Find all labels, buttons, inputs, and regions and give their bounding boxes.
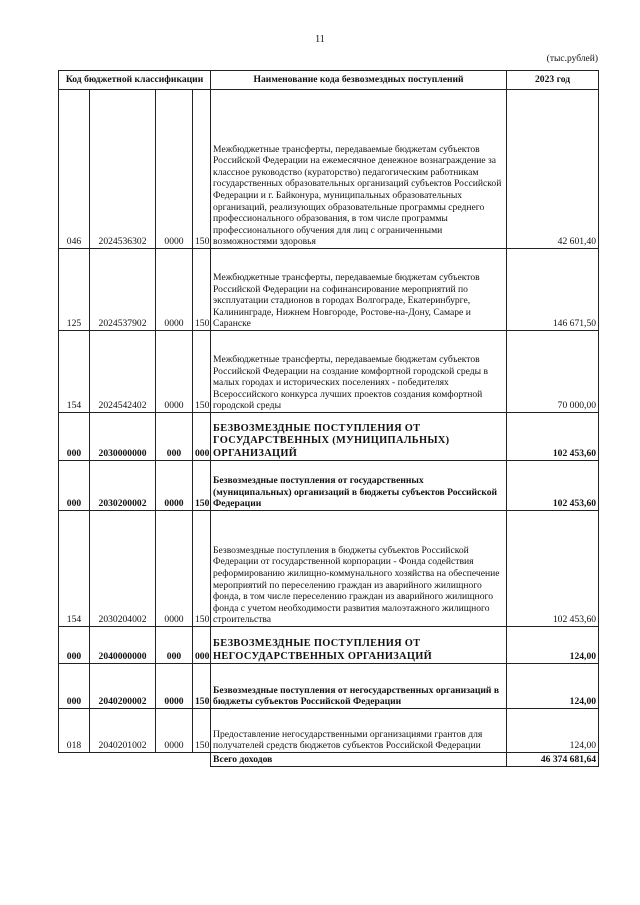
budget-code: 2030000000 [90,413,156,461]
row-name: БЕЗВОЗМЕЗДНЫЕ ПОСТУПЛЕНИЯ ОТ НЕГОСУДАРСТВЕННЫХ ОРГАНИЗАЦИЙ [211,627,507,664]
budget-code: 2024537902 [90,249,156,331]
header-code: Код бюджетной классификации [59,71,211,90]
table-row [59,249,599,331]
header-name: Наименование кода безвозмездных поступлений [211,71,507,90]
budget-code: 2040000000 [90,627,156,664]
units-label: (тыс.рублей) [546,54,598,64]
row-name: Безвозмездные поступления от негосударственных организаций в бюджеты субъектов Российской Федерации [211,664,507,709]
table-row [59,90,599,249]
row-name: Межбюджетные трансферты, передаваемые бюджетам субъектов Российской Федерации на софинансирование мероприятий по эксплуатации стадионов в городах Волгограде, Екатеринбурге, Калининграде, Нижнем Новгороде, Ростове-на-Дону, Самаре и Саранске [211,249,507,331]
page-number: 11 [315,34,325,45]
kind-code: 150 [193,664,211,709]
kind-code: 150 [193,511,211,627]
row-amount: 102 453,60 [507,461,599,511]
row-name: Безвозмездные поступления в бюджеты субъектов Российской Федерации от государственной корпорации - Фонда содействия реформированию жилищно-коммунального хозяйства на обеспечение мероприятий по переселению граждан из аварийного жилищного фонда, в том числе переселению граждан из аварийного жилищного фонда с учетом необходимости развития малоэтажного жилищного строительства [211,511,507,627]
row-amount: 102 453,60 [507,413,599,461]
kind-code: 150 [193,709,211,753]
row-name: Безвозмездные поступления от государственных (муниципальных) организаций в бюджеты субъектов Российской Федерации [211,461,507,511]
row-amount: 146 671,50 [507,249,599,331]
admin-code: 000 [59,413,90,461]
table-row [59,627,599,664]
admin-code: 000 [59,664,90,709]
admin-code: 154 [59,511,90,627]
admin-code: 000 [59,627,90,664]
sub-code: 0000 [156,90,193,249]
sub-code: 000 [156,413,193,461]
table-row [59,461,599,511]
sub-code: 0000 [156,331,193,413]
admin-code: 046 [59,90,90,249]
kind-code: 150 [193,249,211,331]
kind-code: 150 [193,461,211,511]
row-name: Межбюджетные трансферты, передаваемые бюджетам субъектов Российской Федерации на ежемесячное денежное вознаграждение за классное руководство (кураторство) педагогическим работникам государственных образовательных организаций субъектов Российской Федерации и г. Байконура, муниципальных образовательных организаций, реализующих образовательные программы среднего профессионального образования, в том числе программы профессионального обучения для лиц с ограниченными возможностями здоровья [211,90,507,249]
kind-code: 150 [193,331,211,413]
kind-code: 000 [193,627,211,664]
row-amount: 42 601,40 [507,90,599,249]
budget-code: 2040200002 [90,664,156,709]
table-row [59,331,599,413]
row-name: Предоставление негосударственными организациями грантов для получателей средств бюджетов субъектов Российской Федерации [211,709,507,753]
budget-code: 2040201002 [90,709,156,753]
table-row [59,413,599,461]
kind-code: 000 [193,413,211,461]
table-row [59,709,599,753]
admin-code: 154 [59,331,90,413]
row-amount: 102 453,60 [507,511,599,627]
admin-code: 125 [59,249,90,331]
sub-code: 0000 [156,249,193,331]
budget-code: 2024536302 [90,90,156,249]
table-header-row [59,71,599,90]
table-row [59,664,599,709]
sub-code: 0000 [156,709,193,753]
budget-code: 2030200002 [90,461,156,511]
row-amount: 124,00 [507,664,599,709]
kind-code: 150 [193,90,211,249]
admin-code: 018 [59,709,90,753]
budget-code: 2024542402 [90,331,156,413]
admin-code: 000 [59,461,90,511]
row-amount: 124,00 [507,709,599,753]
sub-code: 000 [156,627,193,664]
row-name: Межбюджетные трансферты, передаваемые бюджетам субъектов Российской Федерации на создание комфортной городской среды в малых городах и исторических поселениях - победителях Всероссийского конкурса лучших проектов создания комфортной городской среды [211,331,507,413]
total-spacer [59,753,211,767]
total-label: Всего доходов [211,753,507,767]
sub-code: 0000 [156,664,193,709]
sub-code: 0000 [156,461,193,511]
income-table [58,70,599,767]
row-name: БЕЗВОЗМЕЗДНЫЕ ПОСТУПЛЕНИЯ ОТ ГОСУДАРСТВЕННЫХ (МУНИЦИПАЛЬНЫХ) ОРГАНИЗАЦИЙ [211,413,507,461]
sub-code: 0000 [156,511,193,627]
total-row [59,753,599,767]
row-amount: 70 000,00 [507,331,599,413]
header-year: 2023 год [507,71,599,90]
row-amount: 124,00 [507,627,599,664]
table-row [59,511,599,627]
total-amount: 46 374 681,64 [507,753,599,767]
budget-code: 2030204002 [90,511,156,627]
